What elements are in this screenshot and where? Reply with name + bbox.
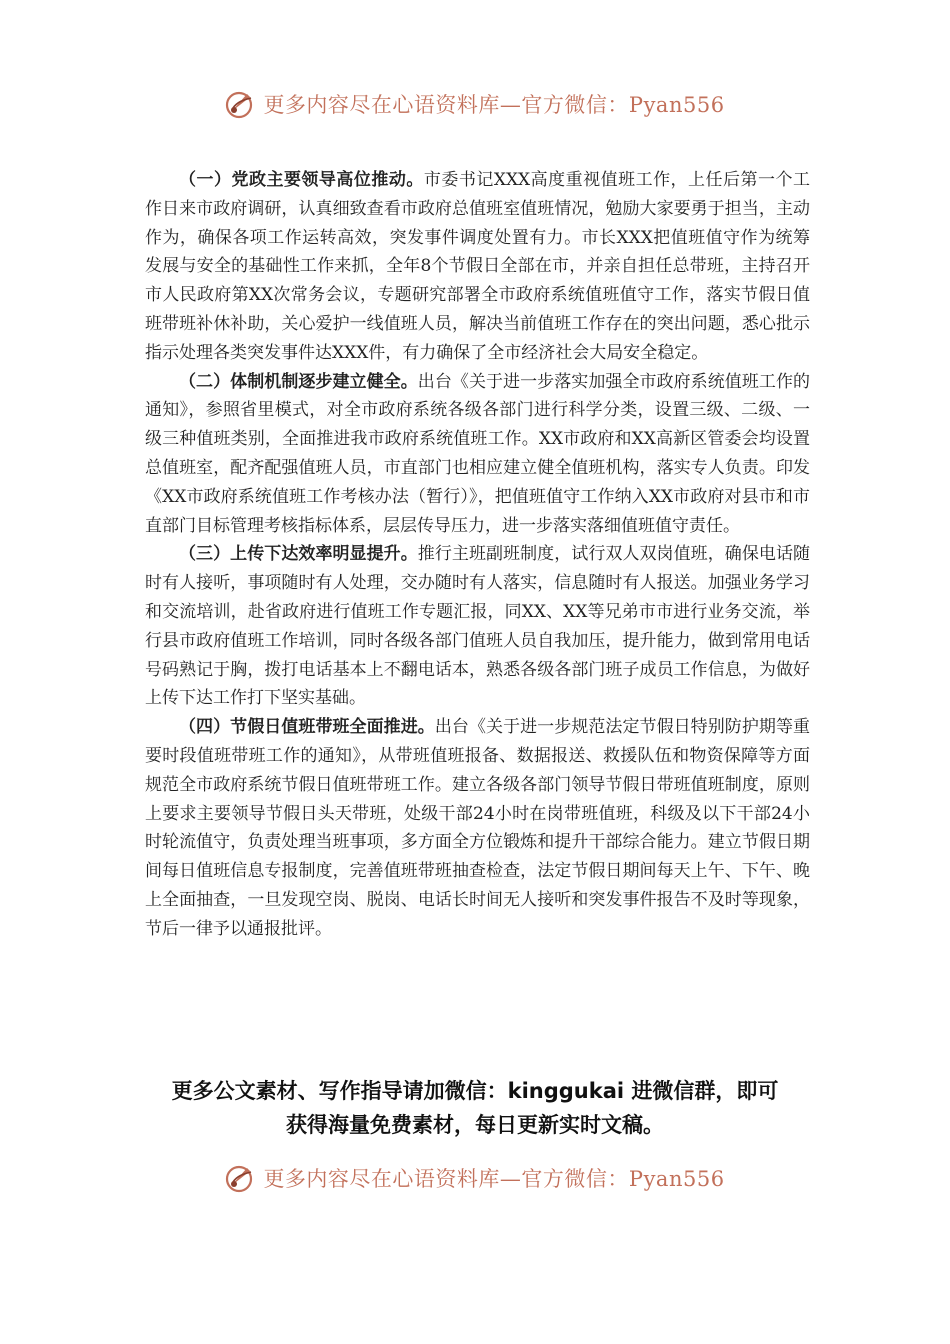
- promo-line-2: 获得海量免费素材，每日更新实时文稿。: [286, 1113, 664, 1137]
- paragraph-4: [145, 713, 810, 943]
- paragraph-1: [145, 166, 810, 368]
- paragraph-2: [145, 368, 810, 541]
- paragraph-heading: （四）节假日值班带班全面推进。: [179, 717, 435, 738]
- book-quill-logo-icon: [225, 88, 257, 120]
- book-quill-logo-icon: [225, 1162, 257, 1194]
- promo-notice: [120, 1074, 830, 1142]
- paragraph-text: 出台《关于进一步规范法定节假日特别防护期等重要时段值班带班工作的通知》，从带班值班报备、数据报送、救援队伍和物资保障等方面规范全市政府系统节假日值班带班工作。建立各级各部门领导节假日带班值班制度，原则上要求主要领导节假日头天带班，处级干部24小时在岗带班值班，科级及以下干部24小时轮流值守，负责处理当班事项，多方面全方位锻炼和提升干部综合能力。建立节假日期间每日值班信息专报制度，完善值班带班抽查检查，法定节假日期间每天上午、下午、晚上全面抽查，一旦发现空岗、脱岗、电话长时间无人接听和突发事件报告不及时等现象，节后一律予以通报批评。: [145, 717, 811, 939]
- paragraph-text: 市委书记XXX高度重视值班工作，上任后第一个工作日来市政府调研，认真细致查看市政府总值班室值班情况，勉励大家要勇于担当，主动作为，确保各项工作运转高效，突发事件调度处置有力。市长XXX把值班值守作为统筹发展与安全的基础性工作来抓，全年8个节假日全部在市，并亲自担任总带班，主持召开市人民政府第XX次常务会议，专题研究部署全市政府系统值班值守工作，落实节假日值班带班补休补助，关心爱护一线值班人员，解决当前值班工作存在的突出问题，悉心批示指示处理各类突发事件达XXX件，有力确保了全市经济社会大局安全稳定。: [145, 170, 810, 363]
- paragraph-heading: （一）党政主要领导高位推动。: [179, 170, 424, 190]
- paragraph-3: [145, 540, 810, 713]
- footer-banner: [0, 1158, 950, 1198]
- banner-text: 更多内容尽在心语资料库—官方微信：Pyan556: [263, 93, 725, 117]
- document-body: [145, 166, 810, 944]
- banner-text: 更多内容尽在心语资料库—官方微信：Pyan556: [263, 1167, 725, 1191]
- paragraph-text: 推行主班副班制度，试行双人双岗值班，确保电话随时有人接听，事项随时有人处理，交办随时有人落实，信息随时有人报送。加强业务学习和交流培训，赴省政府进行值班工作专题汇报，同XX、XX等兄弟市市进行业务交流，举行县市政府值班工作培训，同时各级各部门值班人员自我加压，提升能力，做到常用电话号码熟记于胸，拨打电话基本上不翻电话本，熟悉各级各部门班子成员工作信息，为做好上传下达工作打下坚实基础。: [145, 544, 811, 709]
- paragraph-text: 出台《关于进一步落实加强全市政府系统值班工作的通知》，参照省里模式，对全市政府系统各级各部门进行科学分类，设置三级、二级、一级三种值班类别，全面推进我市政府系统值班工作。XX市政府和XX高新区管委会均设置总值班室，配齐配强值班人员，市直部门也相应建立健全值班机构，落实专人负责。印发《XX市政府系统值班工作考核办法（暂行）》，把值班值守工作纳入XX市政府对县市和市直部门目标管理考核指标体系，层层传导压力，进一步落实落细值班值守责任。: [145, 371, 811, 536]
- promo-line-1: 更多公文素材、写作指导请加微信：kinggukai 进微信群，即可: [171, 1079, 779, 1103]
- header-banner: [0, 84, 950, 124]
- paragraph-heading: （三）上传下达效率明显提升。: [179, 544, 418, 565]
- paragraph-heading: （二）体制机制逐步建立健全。: [179, 371, 418, 392]
